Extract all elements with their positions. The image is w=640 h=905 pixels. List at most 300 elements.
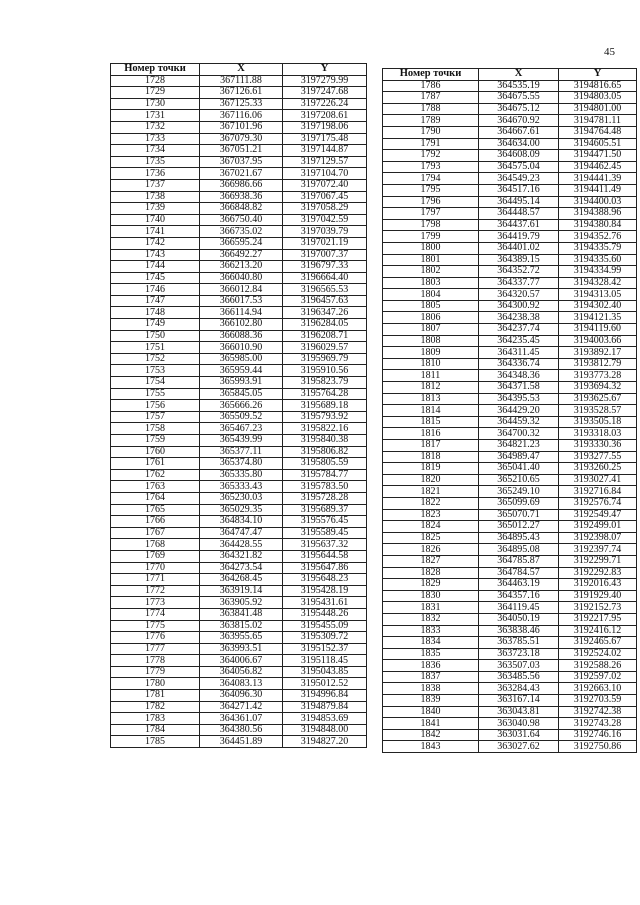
x-cell: 364670.92 — [479, 115, 559, 127]
x-cell: 364337.77 — [479, 277, 559, 289]
table-row — [383, 324, 637, 336]
x-cell: 364675.12 — [479, 103, 559, 115]
table-row — [111, 75, 367, 87]
y-cell: 3195689.18 — [283, 400, 367, 412]
table-row — [111, 666, 367, 678]
point-number-cell: 1798 — [383, 219, 479, 231]
x-cell: 364271.42 — [200, 701, 283, 713]
point-number-cell: 1813 — [383, 393, 479, 405]
point-number-cell: 1741 — [111, 226, 200, 238]
x-cell: 364463.19 — [479, 579, 559, 591]
point-number-cell: 1737 — [111, 179, 200, 191]
x-cell: 363919.14 — [200, 585, 283, 597]
y-cell: 3195152.37 — [283, 643, 367, 655]
x-cell: 363723.18 — [479, 648, 559, 660]
y-cell: 3197021.19 — [283, 237, 367, 249]
y-cell: 3195969.79 — [283, 353, 367, 365]
column-header-point-number: Номер точки — [111, 64, 200, 76]
point-number-cell: 1803 — [383, 277, 479, 289]
column-header-y: Y — [283, 64, 367, 76]
y-cell: 3194471.50 — [559, 150, 637, 162]
x-cell: 367079.30 — [200, 133, 283, 145]
table-row — [383, 115, 637, 127]
table-row — [111, 249, 367, 261]
x-cell: 364056.82 — [200, 666, 283, 678]
point-number-cell: 1808 — [383, 335, 479, 347]
y-cell: 3192703.59 — [559, 695, 637, 707]
column-header-x: X — [200, 64, 283, 76]
y-cell: 3195448.26 — [283, 608, 367, 620]
table-row — [383, 416, 637, 428]
x-cell: 366735.02 — [200, 226, 283, 238]
table-row — [383, 347, 637, 359]
point-number-cell: 1811 — [383, 370, 479, 382]
x-cell: 363841.48 — [200, 608, 283, 620]
point-number-cell: 1801 — [383, 254, 479, 266]
table-row — [111, 516, 367, 528]
y-cell: 3194827.20 — [283, 736, 367, 748]
table-row — [383, 405, 637, 417]
y-cell: 3196797.33 — [283, 261, 367, 273]
table-row — [383, 486, 637, 498]
point-number-cell: 1763 — [111, 481, 200, 493]
table-row — [383, 300, 637, 312]
y-cell: 3197129.57 — [283, 156, 367, 168]
table-row — [383, 173, 637, 185]
y-cell: 3197144.87 — [283, 145, 367, 157]
y-cell: 3193330.36 — [559, 440, 637, 452]
point-number-cell: 1816 — [383, 428, 479, 440]
table-row — [383, 219, 637, 231]
x-cell: 364459.32 — [479, 416, 559, 428]
x-cell: 364352.72 — [479, 266, 559, 278]
point-number-cell: 1769 — [111, 550, 200, 562]
table-row — [111, 353, 367, 365]
table-row — [383, 451, 637, 463]
x-cell: 366040.80 — [200, 272, 283, 284]
table-row — [383, 393, 637, 405]
x-cell: 364675.55 — [479, 92, 559, 104]
x-cell: 365377.11 — [200, 446, 283, 458]
table-row — [111, 121, 367, 133]
x-cell: 363815.02 — [200, 620, 283, 632]
y-cell: 3194996.84 — [283, 690, 367, 702]
y-cell: 3194764.48 — [559, 126, 637, 138]
x-cell: 364361.07 — [200, 713, 283, 725]
point-number-cell: 1834 — [383, 637, 479, 649]
point-number-cell: 1756 — [111, 400, 200, 412]
x-cell: 365993.91 — [200, 377, 283, 389]
point-number-cell: 1812 — [383, 382, 479, 394]
y-cell: 3195589.45 — [283, 527, 367, 539]
point-number-cell: 1753 — [111, 365, 200, 377]
y-cell: 3196457.63 — [283, 295, 367, 307]
x-cell: 365374.80 — [200, 458, 283, 470]
x-cell: 364517.16 — [479, 184, 559, 196]
x-cell: 364119.45 — [479, 602, 559, 614]
table-row — [111, 701, 367, 713]
y-cell: 3193027.41 — [559, 474, 637, 486]
table-row — [111, 539, 367, 551]
y-cell: 3193277.55 — [559, 451, 637, 463]
y-cell: 3195012.52 — [283, 678, 367, 690]
x-cell: 363993.51 — [200, 643, 283, 655]
point-number-cell: 1739 — [111, 203, 200, 215]
point-number-cell: 1841 — [383, 718, 479, 730]
table-row — [383, 613, 637, 625]
table-row — [111, 319, 367, 331]
point-number-cell: 1809 — [383, 347, 479, 359]
point-number-cell: 1745 — [111, 272, 200, 284]
point-number-cell: 1751 — [111, 342, 200, 354]
x-cell: 364238.38 — [479, 312, 559, 324]
x-cell: 364451.89 — [200, 736, 283, 748]
point-number-cell: 1761 — [111, 458, 200, 470]
x-cell: 365467.23 — [200, 423, 283, 435]
y-cell: 3192292.83 — [559, 567, 637, 579]
table-row — [383, 463, 637, 475]
x-cell: 364380.56 — [200, 724, 283, 736]
coordinates-table-left — [110, 63, 367, 748]
table-row — [383, 706, 637, 718]
y-cell: 3192217.95 — [559, 613, 637, 625]
y-cell: 3194605.51 — [559, 138, 637, 150]
y-cell: 3194781.11 — [559, 115, 637, 127]
y-cell: 3196208.71 — [283, 330, 367, 342]
x-cell: 367125.33 — [200, 98, 283, 110]
y-cell: 3195764.28 — [283, 388, 367, 400]
point-number-cell: 1732 — [111, 121, 200, 133]
table-row — [383, 718, 637, 730]
point-number-cell: 1760 — [111, 446, 200, 458]
point-number-cell: 1821 — [383, 486, 479, 498]
table-row — [383, 150, 637, 162]
x-cell: 366492.27 — [200, 249, 283, 261]
x-cell: 363485.56 — [479, 671, 559, 683]
y-cell: 3194313.05 — [559, 289, 637, 301]
y-cell: 3196029.57 — [283, 342, 367, 354]
point-number-cell: 1748 — [111, 307, 200, 319]
x-cell: 363040.98 — [479, 718, 559, 730]
y-cell: 3194119.60 — [559, 324, 637, 336]
table-row — [111, 678, 367, 690]
table-row — [111, 237, 367, 249]
table-header-row — [111, 64, 367, 76]
column-header-x: X — [479, 69, 559, 81]
table-body — [383, 80, 637, 752]
y-cell: 3194462.45 — [559, 161, 637, 173]
y-cell: 3195728.28 — [283, 492, 367, 504]
point-number-cell: 1735 — [111, 156, 200, 168]
y-cell: 3193892.17 — [559, 347, 637, 359]
point-number-cell: 1778 — [111, 655, 200, 667]
x-cell: 364549.23 — [479, 173, 559, 185]
table-row — [111, 191, 367, 203]
x-cell: 363838.46 — [479, 625, 559, 637]
point-number-cell: 1843 — [383, 741, 479, 753]
x-cell: 365249.10 — [479, 486, 559, 498]
x-cell: 366848.82 — [200, 203, 283, 215]
table-row — [383, 521, 637, 533]
table-row — [383, 358, 637, 370]
x-cell: 364428.55 — [200, 539, 283, 551]
table-row — [383, 196, 637, 208]
y-cell: 3192597.02 — [559, 671, 637, 683]
table-row — [383, 277, 637, 289]
x-cell: 366595.24 — [200, 237, 283, 249]
y-cell: 3192743.28 — [559, 718, 637, 730]
x-cell: 365230.03 — [200, 492, 283, 504]
y-cell: 3194816.65 — [559, 80, 637, 92]
point-number-cell: 1738 — [111, 191, 200, 203]
x-cell: 364989.47 — [479, 451, 559, 463]
point-number-cell: 1823 — [383, 509, 479, 521]
table-row — [111, 736, 367, 748]
x-cell: 364747.47 — [200, 527, 283, 539]
x-cell: 363955.65 — [200, 632, 283, 644]
column-header-y: Y — [559, 69, 637, 81]
point-number-cell: 1792 — [383, 150, 479, 162]
point-number-cell: 1822 — [383, 497, 479, 509]
table-row — [383, 602, 637, 614]
y-cell: 3197226.24 — [283, 98, 367, 110]
y-cell: 3197208.61 — [283, 110, 367, 122]
y-cell: 3195840.38 — [283, 435, 367, 447]
x-cell: 366012.84 — [200, 284, 283, 296]
point-number-cell: 1768 — [111, 539, 200, 551]
x-cell: 366088.36 — [200, 330, 283, 342]
x-cell: 364535.19 — [479, 80, 559, 92]
x-cell: 364608.09 — [479, 150, 559, 162]
table-row — [383, 289, 637, 301]
table-row — [383, 567, 637, 579]
point-number-cell: 1744 — [111, 261, 200, 273]
x-cell: 366017.53 — [200, 295, 283, 307]
table-row — [111, 295, 367, 307]
point-number-cell: 1795 — [383, 184, 479, 196]
point-number-cell: 1828 — [383, 567, 479, 579]
point-number-cell: 1794 — [383, 173, 479, 185]
y-cell: 3193260.25 — [559, 463, 637, 475]
x-cell: 366114.94 — [200, 307, 283, 319]
y-cell: 3193505.18 — [559, 416, 637, 428]
table-row — [383, 625, 637, 637]
table-row — [111, 435, 367, 447]
x-cell: 364300.92 — [479, 300, 559, 312]
point-number-cell: 1729 — [111, 87, 200, 99]
point-number-cell: 1830 — [383, 590, 479, 602]
table-row — [111, 110, 367, 122]
x-cell: 363167.14 — [479, 695, 559, 707]
x-cell: 363027.62 — [479, 741, 559, 753]
table-row — [111, 330, 367, 342]
x-cell: 364395.53 — [479, 393, 559, 405]
point-number-cell: 1789 — [383, 115, 479, 127]
point-number-cell: 1742 — [111, 237, 200, 249]
point-number-cell: 1781 — [111, 690, 200, 702]
y-cell: 3192750.86 — [559, 741, 637, 753]
point-number-cell: 1780 — [111, 678, 200, 690]
point-number-cell: 1770 — [111, 562, 200, 574]
point-number-cell: 1805 — [383, 300, 479, 312]
point-number-cell: 1782 — [111, 701, 200, 713]
point-number-cell: 1749 — [111, 319, 200, 331]
point-number-cell: 1785 — [111, 736, 200, 748]
y-cell: 3196565.53 — [283, 284, 367, 296]
y-cell: 3192016.43 — [559, 579, 637, 591]
point-number-cell: 1758 — [111, 423, 200, 435]
point-number-cell: 1818 — [383, 451, 479, 463]
y-cell: 3192588.26 — [559, 660, 637, 672]
x-cell: 364237.74 — [479, 324, 559, 336]
x-cell: 367101.96 — [200, 121, 283, 133]
table-row — [383, 660, 637, 672]
x-cell: 364448.57 — [479, 208, 559, 220]
table-row — [383, 138, 637, 150]
x-cell: 363031.64 — [479, 729, 559, 741]
table-row — [383, 231, 637, 243]
point-number-cell: 1840 — [383, 706, 479, 718]
point-number-cell: 1826 — [383, 544, 479, 556]
y-cell: 3194335.60 — [559, 254, 637, 266]
x-cell: 364096.30 — [200, 690, 283, 702]
table-row — [111, 168, 367, 180]
y-cell: 3195644.58 — [283, 550, 367, 562]
x-cell: 366102.80 — [200, 319, 283, 331]
table-row — [111, 226, 367, 238]
x-cell: 364235.45 — [479, 335, 559, 347]
point-number-cell: 1767 — [111, 527, 200, 539]
y-cell: 3196347.26 — [283, 307, 367, 319]
x-cell: 364429.20 — [479, 405, 559, 417]
x-cell: 364821.23 — [479, 440, 559, 452]
y-cell: 3194848.00 — [283, 724, 367, 736]
table-row — [383, 544, 637, 556]
table-row — [383, 126, 637, 138]
point-number-cell: 1766 — [111, 516, 200, 528]
table-row — [111, 261, 367, 273]
x-cell: 364784.57 — [479, 567, 559, 579]
point-number-cell: 1746 — [111, 284, 200, 296]
y-cell: 3193318.03 — [559, 428, 637, 440]
x-cell: 367126.61 — [200, 87, 283, 99]
point-number-cell: 1836 — [383, 660, 479, 672]
x-cell: 365439.99 — [200, 435, 283, 447]
x-cell: 364389.15 — [479, 254, 559, 266]
point-number-cell: 1837 — [383, 671, 479, 683]
table-row — [111, 713, 367, 725]
table-row — [111, 272, 367, 284]
point-number-cell: 1750 — [111, 330, 200, 342]
y-cell: 3194302.40 — [559, 300, 637, 312]
table-row — [383, 555, 637, 567]
y-cell: 3194335.79 — [559, 242, 637, 254]
y-cell: 3194334.99 — [559, 266, 637, 278]
y-cell: 3192299.71 — [559, 555, 637, 567]
table-row — [111, 632, 367, 644]
table-row — [383, 729, 637, 741]
x-cell: 366213.20 — [200, 261, 283, 273]
table-row — [383, 161, 637, 173]
y-cell: 3194801.00 — [559, 103, 637, 115]
y-cell: 3194853.69 — [283, 713, 367, 725]
table-row — [383, 695, 637, 707]
y-cell: 3195910.56 — [283, 365, 367, 377]
table-row — [111, 585, 367, 597]
table-row — [111, 550, 367, 562]
x-cell: 364006.67 — [200, 655, 283, 667]
x-cell: 364895.43 — [479, 532, 559, 544]
point-number-cell: 1810 — [383, 358, 479, 370]
y-cell: 3194879.84 — [283, 701, 367, 713]
point-number-cell: 1771 — [111, 574, 200, 586]
page-number: 45 — [604, 46, 615, 58]
point-number-cell: 1825 — [383, 532, 479, 544]
table-row — [111, 469, 367, 481]
table-row — [111, 284, 367, 296]
x-cell: 366986.66 — [200, 179, 283, 191]
x-cell: 364634.00 — [479, 138, 559, 150]
x-cell: 367021.67 — [200, 168, 283, 180]
table-row — [383, 648, 637, 660]
x-cell: 364311.45 — [479, 347, 559, 359]
point-number-cell: 1730 — [111, 98, 200, 110]
y-cell: 3194352.76 — [559, 231, 637, 243]
point-number-cell: 1807 — [383, 324, 479, 336]
table-row — [383, 590, 637, 602]
point-number-cell: 1829 — [383, 579, 479, 591]
point-number-cell: 1817 — [383, 440, 479, 452]
y-cell: 3194380.84 — [559, 219, 637, 231]
point-number-cell: 1786 — [383, 80, 479, 92]
point-number-cell: 1765 — [111, 504, 200, 516]
y-cell: 3197058.29 — [283, 203, 367, 215]
table-row — [383, 637, 637, 649]
y-cell: 3195118.45 — [283, 655, 367, 667]
y-cell: 3197175.48 — [283, 133, 367, 145]
point-number-cell: 1772 — [111, 585, 200, 597]
point-number-cell: 1776 — [111, 632, 200, 644]
y-cell: 3192499.01 — [559, 521, 637, 533]
y-cell: 3193625.67 — [559, 393, 637, 405]
y-cell: 3197247.68 — [283, 87, 367, 99]
x-cell: 364268.45 — [200, 574, 283, 586]
x-cell: 365985.00 — [200, 353, 283, 365]
x-cell: 365509.52 — [200, 411, 283, 423]
y-cell: 3195806.82 — [283, 446, 367, 458]
x-cell: 365666.26 — [200, 400, 283, 412]
y-cell: 3192549.47 — [559, 509, 637, 521]
point-number-cell: 1783 — [111, 713, 200, 725]
x-cell: 364273.54 — [200, 562, 283, 574]
point-number-cell: 1777 — [111, 643, 200, 655]
point-number-cell: 1733 — [111, 133, 200, 145]
y-cell: 3195823.79 — [283, 377, 367, 389]
x-cell: 365012.27 — [479, 521, 559, 533]
x-cell: 365845.05 — [200, 388, 283, 400]
y-cell: 3194441.39 — [559, 173, 637, 185]
x-cell: 364050.19 — [479, 613, 559, 625]
table-row — [111, 214, 367, 226]
x-cell: 363905.92 — [200, 597, 283, 609]
y-cell: 3192576.74 — [559, 497, 637, 509]
point-number-cell: 1784 — [111, 724, 200, 736]
x-cell: 365210.65 — [479, 474, 559, 486]
point-number-cell: 1759 — [111, 435, 200, 447]
table-row — [383, 312, 637, 324]
point-number-cell: 1754 — [111, 377, 200, 389]
point-number-cell: 1787 — [383, 92, 479, 104]
